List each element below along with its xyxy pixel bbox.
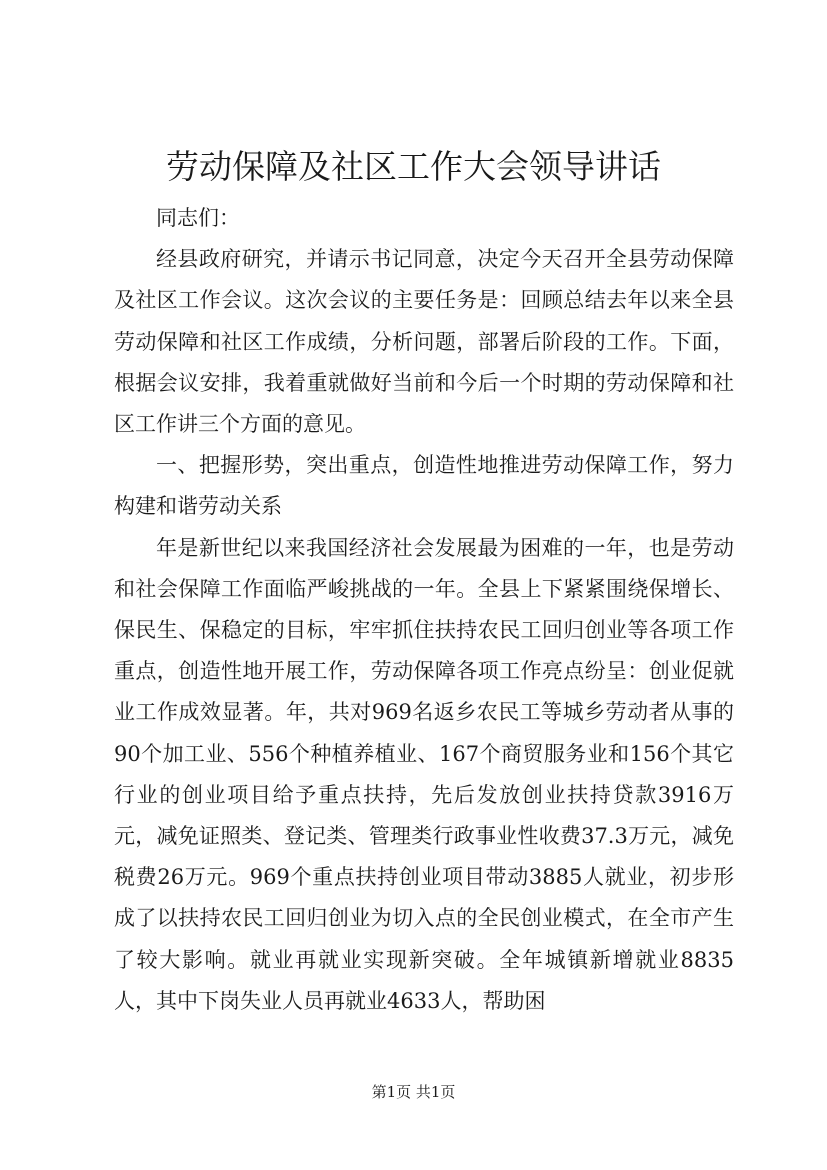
paragraph-intro: 经县政府研究，并请示书记同意，决定今天召开全县劳动保障及社区工作会议。这次会议的主要任务是：回顾总结去年以来全县劳动保障和社区工作成绩，分析问题，部署后阶段的工作。下面，根据会议安排，我着重就做好当前和今后一个时期的劳动保障和社区工作讲三个方面的意见。 — [114, 247, 734, 437]
page-footer: 第1页 共1页 — [371, 1083, 456, 1101]
section-heading-1: 一、把握形势，突出重点，创造性地推进劳动保障工作，努力构建和谐劳动关系 — [114, 453, 734, 519]
document-body — [114, 198, 734, 1022]
document-title: 劳动保障及社区工作大会领导讲话 — [166, 147, 661, 186]
paragraph-section-1: 年是新世纪以来我国经济社会发展最为困难的一年，也是劳动和社会保障工作面临严峻挑战的一年。全县上下紧紧围绕保增长、保民生、保稳定的目标，牢牢抓住扶持农民工回归创业等各项工作重点，创造性地开展工作，劳动保障各项工作亮点纷呈：创业促就业工作成效显著。年，共对969名返乡农民工等城乡劳动者从事的90个加工业、556个种植养植业、167个商贸服务业和156个其它行业的创业项目给予重点扶持，先后发放创业扶持贷款3916万元，减免证照类、登记类、管理类行政事业性收费37.3万元，减免税费26万元。969个重点扶持创业项目带动3885人就业，初步形成了以扶持农民工回归创业为切入点的全民创业模式，在全市产生了较大影响。就业再就业实现新突破。全年城镇新增就业8835人，其中下岗失业人员再就业4633人，帮助困 — [114, 535, 734, 1013]
salutation: 同志们： — [156, 206, 240, 230]
